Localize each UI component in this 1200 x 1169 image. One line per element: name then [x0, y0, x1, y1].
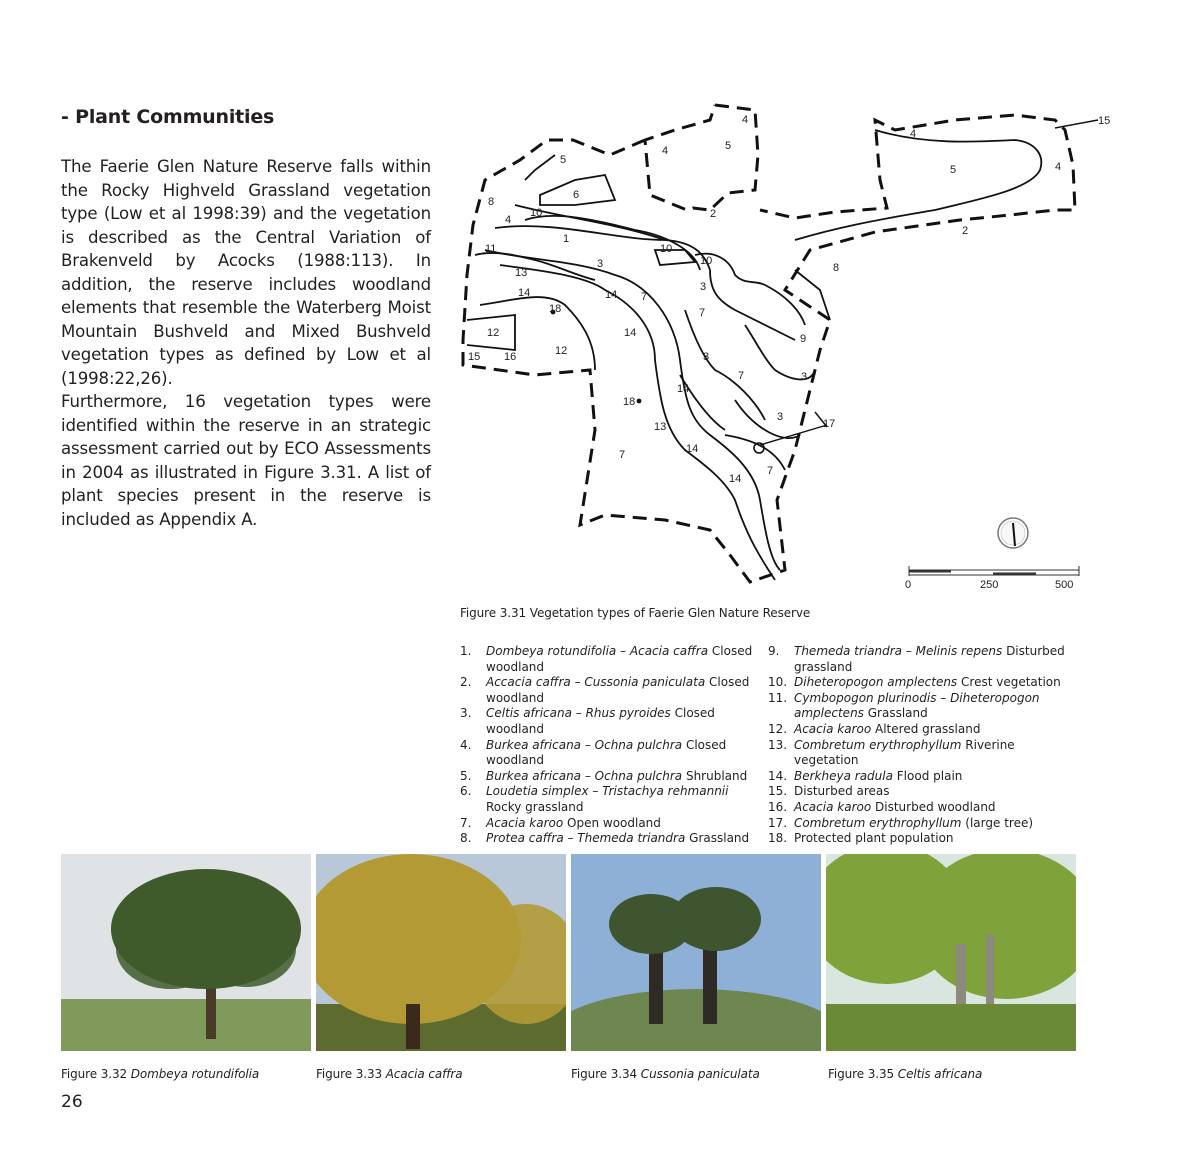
- zone-label: 5: [725, 140, 732, 152]
- zone-label: 17: [823, 418, 836, 430]
- assessment-paragraph: Furthermore, 16 vegetation types were identified within the reserve in an strategic assessment carried out by ECO Assessments in 2004 as illustrated in Figure 3.31. A list of plant species present in the reserve is included as Appendix A.: [61, 392, 431, 529]
- zone-label: 12: [555, 345, 568, 357]
- zone-label: 8: [833, 262, 840, 274]
- scale-label: 250: [980, 579, 999, 591]
- photo-caption-3-34: Figure 3.34 Cussonia paniculata: [571, 1067, 760, 1081]
- zone-label: 4: [662, 145, 669, 157]
- scale-bar: [909, 566, 1079, 576]
- zone-label: 14: [686, 443, 699, 455]
- photo-celtis-africana: [826, 854, 1076, 1051]
- zone-label: 3: [597, 258, 604, 270]
- legend-item: 3. Celtis africana – Rhus pyroides Closed woodland: [460, 706, 715, 736]
- north-arrow: [998, 518, 1028, 548]
- tree-photo-3: [571, 854, 821, 1051]
- legend-item: 6. Loudetia simplex – Tristachya rehmannii Rocky grassland: [460, 784, 729, 814]
- zone-label: 12: [487, 327, 500, 339]
- zone-label: 6: [573, 189, 580, 201]
- zone-label: 5: [560, 154, 567, 166]
- zone-label: 4: [505, 214, 512, 226]
- zone-label: 11: [485, 243, 497, 255]
- zone-label: 3: [801, 371, 808, 383]
- zone-label: 14: [518, 287, 531, 299]
- photo-caption-3-35: Figure 3.35 Celtis africana: [828, 1067, 983, 1081]
- vegetation-map: [455, 100, 1125, 595]
- legend-item: 12. Acacia karoo Altered grassland: [768, 721, 981, 736]
- zone-label: 1: [563, 233, 570, 245]
- zone-label: 3: [700, 281, 707, 293]
- legend-list-right: [768, 644, 1078, 847]
- zone-label: 10: [700, 255, 713, 267]
- section-title: - Plant Communities: [61, 106, 275, 128]
- legend-list-left: [460, 644, 760, 847]
- legend-item: 4. Burkea africana – Ochna pulchra Closed woodland: [460, 737, 727, 768]
- legend-item: 7. Acacia karoo Open woodland: [460, 815, 661, 830]
- photo-dombeya-rotundifolia: [61, 854, 311, 1051]
- zone-label: 2: [710, 208, 717, 220]
- scale-label: 500: [1055, 579, 1074, 591]
- zone-label: 3: [777, 411, 784, 423]
- zone-label: 14: [677, 383, 690, 395]
- zone-label: 18: [623, 396, 636, 408]
- zone-label: 14: [605, 289, 618, 301]
- zone-label: 2: [962, 225, 969, 237]
- zone-label: 16: [504, 351, 517, 363]
- zone-label: 7: [641, 291, 648, 303]
- tree-photo-4: [826, 854, 1076, 1051]
- zone-label: 13: [515, 267, 528, 279]
- zone-label: 14: [624, 327, 637, 339]
- zone-label: 4: [742, 114, 749, 126]
- zone-label: 4: [910, 128, 917, 140]
- legend-item: 17. Combretum erythrophyllum (large tree): [768, 815, 1034, 830]
- zone-label: 8: [488, 196, 495, 208]
- intro-paragraph: The Faerie Glen Nature Reserve falls within the Rocky Highveld Grassland vegetation type (Low et al 1998:39) and the vegetation is described as the Central Variation of Brakenveld by Acocks (1988:113). In addition, the reserve includes woodland elements that resemble the Waterberg Moist Mountain Bushveld and Mixed Bushveld vegetation types as defined by Low et al (1998:22,26).: [61, 157, 431, 388]
- tree-photo-1: [61, 854, 311, 1051]
- zone-label: 15: [468, 351, 481, 363]
- zone-label: 7: [619, 449, 626, 461]
- zone-label: 4: [1055, 161, 1062, 173]
- legend-item: 15. Disturbed areas: [768, 784, 890, 799]
- reserve-boundary: [463, 105, 1075, 582]
- photo-cussonia-paniculata: [571, 854, 821, 1051]
- legend-item: 16. Acacia karoo Disturbed woodland: [768, 799, 996, 814]
- scale-label: 0: [905, 579, 912, 591]
- photo-caption-3-33: Figure 3.33 Acacia caffra: [316, 1067, 463, 1081]
- legend-item: 8. Protea caffra – Themeda triandra Grassland: [460, 831, 750, 846]
- legend-item: 1. Dombeya rotundifolia – Acacia caffra Closed woodland: [460, 644, 753, 674]
- legend-item: 11. Cymbopogon plurinodis – Diheteropogon amplectens Grassland: [768, 690, 1040, 721]
- zone-label: 5: [950, 164, 957, 176]
- zone-label: 18: [549, 303, 562, 315]
- legend-item: 2. Accacia caffra – Cussonia paniculata Closed woodland: [460, 675, 750, 705]
- zone-label: 13: [654, 421, 667, 433]
- zone-label: 7: [767, 465, 774, 477]
- zone-label: 10: [660, 243, 673, 255]
- vegetation-zone-outlines: [467, 130, 1041, 580]
- legend-item: 13. Combretum erythrophyllum Riverine vegetation: [768, 737, 1015, 768]
- page-number: 26: [61, 1092, 83, 1112]
- zone-label: 7: [738, 370, 745, 382]
- legend-item: 18. Protected plant population: [768, 831, 954, 846]
- zone-label: 9: [800, 333, 807, 345]
- zone-label: 3: [703, 351, 710, 363]
- photo-acacia-caffra: [316, 854, 566, 1051]
- zone-label: 15: [1098, 115, 1111, 127]
- photo-caption-3-32: Figure 3.32 Dombeya rotundifolia: [61, 1067, 260, 1081]
- legend-item: 14. Berkheya radula Flood plain: [768, 768, 963, 783]
- zone-label: 10: [530, 207, 543, 219]
- tree-photo-2: [316, 854, 566, 1051]
- figure-caption: Figure 3.31 Vegetation types of Faerie Glen Nature Reserve: [460, 606, 811, 620]
- legend-item: 10. Diheteropogon amplectens Crest vegetation: [768, 675, 1061, 690]
- zone-label: 14: [729, 473, 742, 485]
- legend-item: 5. Burkea africana – Ochna pulchra Shrubland: [460, 768, 748, 783]
- zone-label: 7: [699, 307, 706, 319]
- legend-item: 9. Themeda triandra – Melinis repens Disturbed grassland: [768, 644, 1065, 674]
